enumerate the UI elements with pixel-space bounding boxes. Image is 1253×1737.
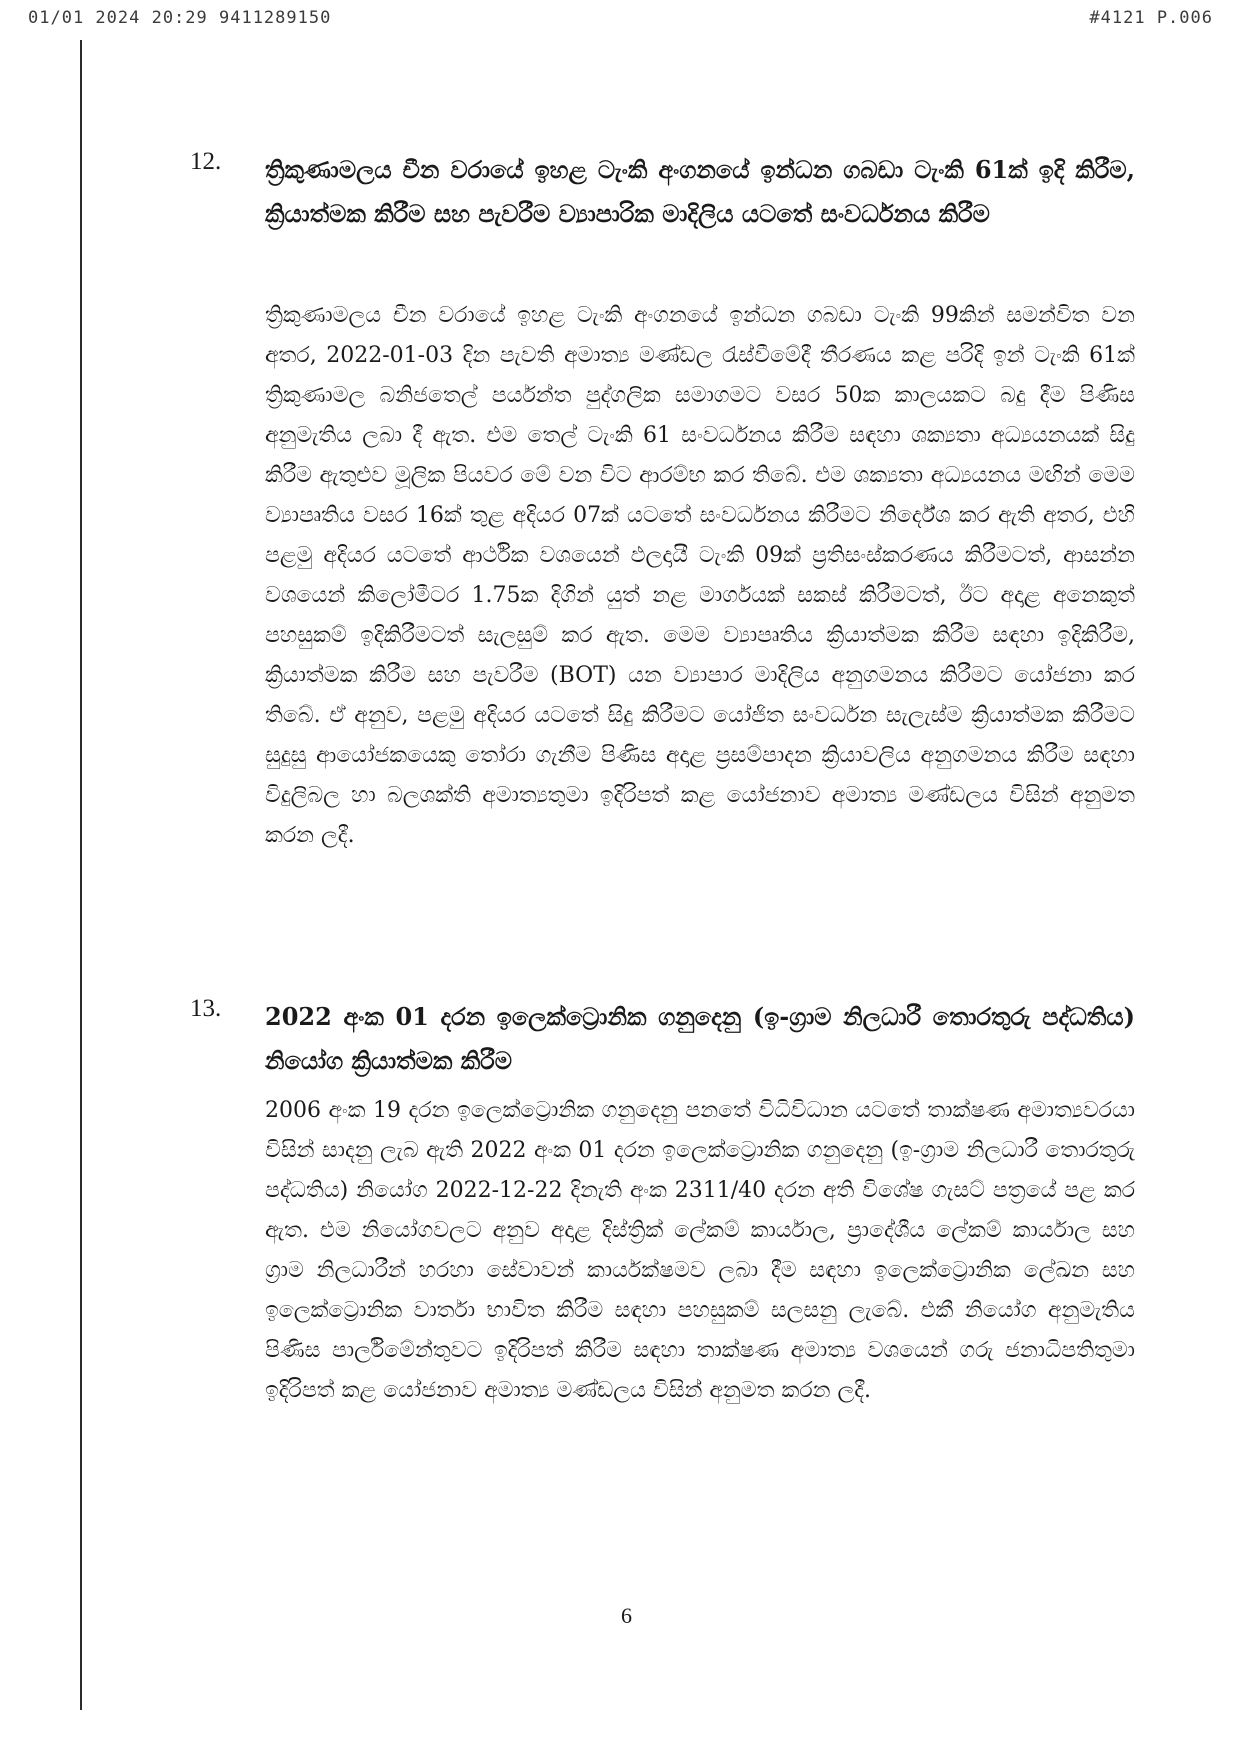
decision-item-12 xyxy=(190,148,1135,978)
item-number: 12. xyxy=(190,148,222,175)
left-margin-line xyxy=(80,40,82,1710)
fax-page-id: #4121 P.006 xyxy=(1089,8,1213,28)
item-number: 13. xyxy=(190,995,222,1022)
fax-timestamp: 01/01 2024 20:29 9411289150 xyxy=(28,8,332,28)
item-title: 2022 අංක 01 දරන ඉලෙක්ට්‍රොනික ගනුදෙනු (ඉ-ග්‍රාම නිලධාරී තොරතුරු පද්ධතිය) නියෝග ක්‍රියාත්මක කිරීම xyxy=(265,1002,1135,1075)
fax-header xyxy=(28,8,1213,32)
item-title: ත්‍රිකුණාමලය චීන වරායේ ඉහළ ටැංකි අංගනයේ ඉන්ධන ගබඩා ටැංකි 61ක් ඉදි කිරීම, ක්‍රියාත්මක කිරීම සහ පැවරීම ව්‍යාපාරික මාදිලිය යටතේ සංවර්ධනය කිරීම xyxy=(265,155,1135,228)
item-body: ත්‍රිකුණාමලය චීන වරායේ ඉහළ ටැංකි අංගනයේ ඉන්ධන ගබඩා ටැංකි 99කින් සමන්විත වන අතර, 2022-01-03 දින පැවති අමාත්‍ය මණ්ඩල රැස්වීමේදී තීරණය කළ පරිදි ඉන් ටැංකි 61ක් ත්‍රිකුණාමල බනිජතෙල් පර්යන්ත පුද්ගලික සමාගමට වසර 50ක කාලයකට බදු දීම පිණිස අනුමැතිය ලබා දී ඇත. එම තෙල් ටැංකි 61 සංවර්ධනය කිරීම සඳහා ශක්‍යතා අධ්‍යයනයක් සිදු කිරීම ඇතුළුව මූලික පියවර මේ වන විට ආරම්භ කර තිබේ. එම ශක්‍යතා අධ්‍යයනය මඟින් මෙම ව්‍යාපෘතිය වසර 16ක් තුළ අදියර 07ක් යටතේ සංවර්ධනය කිරීමට නිර්දේශ කර ඇති අතර, එහි පළමු අදියර යටතේ ආර්ථික වශයෙන් ඵලදායී ටැංකි 09ක් ප්‍රතිසංස්කරණය කිරීමටත්, ආසන්න වශයෙන් කිලෝමීටර 1.75ක දිගින් යුත් නළ මාර්ගයක් සකස් කිරීමටත්, ඊට අදාළ අනෙකුත් පහසුකම් ඉදිකිරීමටත් සැලසුම් කර ඇත. මෙම ව්‍යාපෘතිය ක්‍රියාත්මක කිරීම සඳහා ඉදිකිරීම, ක්‍රියාත්මක කිරීම සහ පැවරීම (BOT) යන ව්‍යාපාර මාදිලිය අනුගමනය කිරීමට යෝජනා කර තිබේ. ඒ අනුව, පළමු අදියර යටතේ සිදු කිරීමට යෝජිත සංවර්ධන සැලැස්ම ක්‍රියාත්මක කිරීමට සුදුසු ආයෝජකයෙකු තෝරා ගැනීම පිණිස අදාළ ප්‍රසම්පාදන ක්‍රියාවලිය අනුගමනය කිරීම සඳහා විදුලිබල හා බලශක්ති අමාත්‍යතුමා ඉදිරිපත් කළ යෝජනාව අමාත්‍ය මණ්ඩලය විසින් අනුමත කරන ලදී. xyxy=(265,303,1135,848)
decision-item-13 xyxy=(190,995,1135,1495)
page-number: 6 xyxy=(621,1603,632,1628)
item-body: 2006 අංක 19 දරන ඉලෙක්ට්‍රොනික ගනුදෙනු පනතේ විධිවිධාන යටතේ තාක්ෂණ අමාත්‍යවරයා විසින් සාදනු ලැබ ඇති 2022 අංක 01 දරන ඉලෙක්ට්‍රොනික ගනුදෙනු (ඉ-ග්‍රාම නිලධාරී තොරතුරු පද්ධතිය) නියෝග 2022-12-22 දිනැති අංක 2311/40 දරන අති විශේෂ ගැසට් පත්‍රයේ පළ කර ඇත. එම නියෝගවලට අනුව අදාළ දිස්ත්‍රික් ලේකම් කාර්යාල, ප්‍රාදේශීය ලේකම් කාර්යාල සහ ග්‍රාම නිලධාරීන් හරහා සේවාවන් කාර්යක්ෂමව ලබා දීම සඳහා ඉලෙක්ට්‍රොනික ලේඛන සහ ඉලෙක්ට්‍රොනික වාර්තා භාවිත කිරීම සඳහා පහසුකම් සලසනු ලැබේ. එකී නියෝග අනුමැතිය පිණිස පාර්ලිමේන්තුවට ඉදිරිපත් කිරීම සඳහා තාක්ෂණ අමාත්‍ය වශයෙන් ගරු ජනාධිපතිතුමා ඉදිරිපත් කළ යෝජනාව අමාත්‍ය මණ්ඩලය විසින් අනුමත කරන ලදී. xyxy=(265,1098,1135,1403)
